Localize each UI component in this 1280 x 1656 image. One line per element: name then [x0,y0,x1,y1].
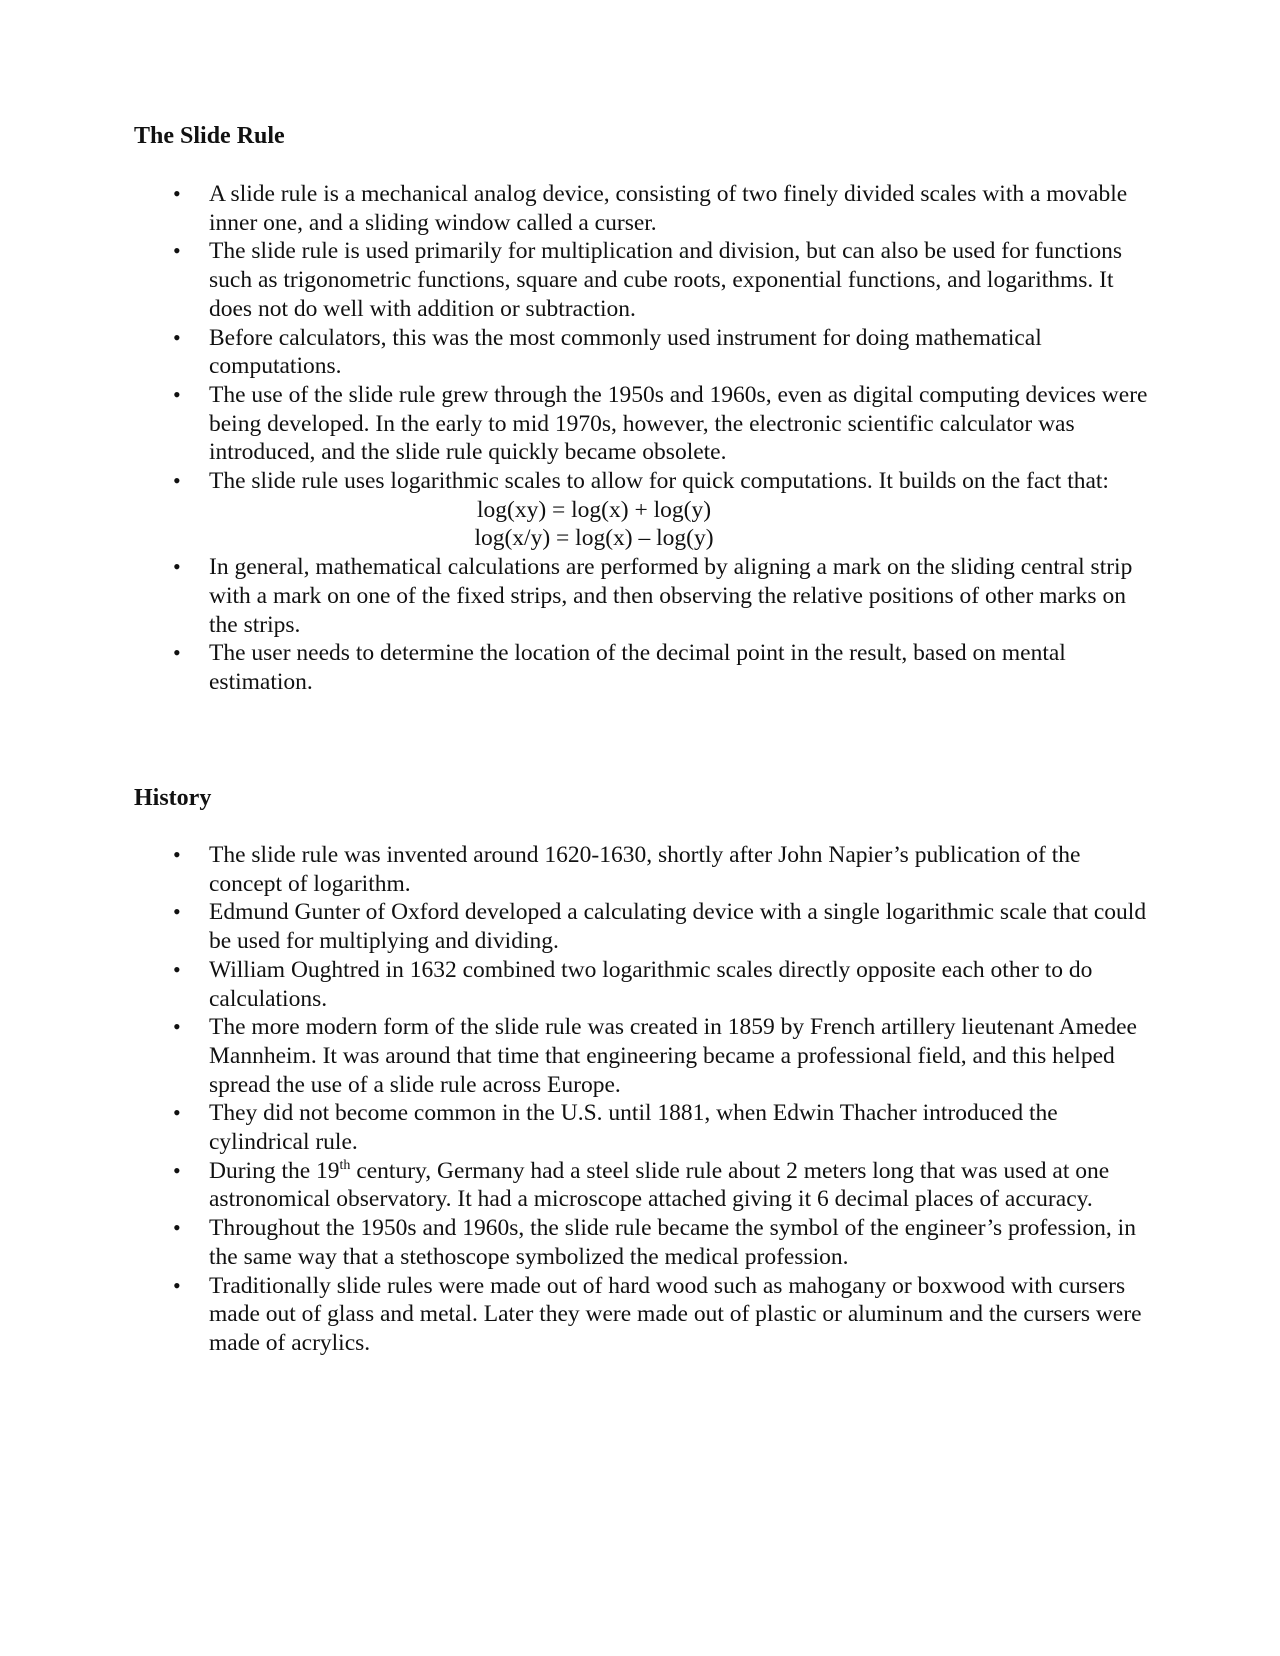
list-item [0,1272,1149,1358]
list-item-text: Before calculators, this was the most commonly used instrument for doing mathematical computations. [209,324,1042,380]
bullet-icon: • [173,899,181,925]
list-item-text: The user needs to determine the location of the decimal point in the result, based on mental estimation. [209,640,1066,695]
section-title-history: History [134,785,212,811]
list-item [0,324,1149,381]
history-bullet-list [0,841,1280,1358]
list-item [0,1099,1149,1156]
list-item [0,639,1149,696]
list-item [0,841,1149,898]
bullet-icon: • [173,238,181,264]
list-item [0,180,1149,237]
bullet-icon: • [173,381,181,407]
list-item [0,1214,1149,1271]
section-title-slide-rule: The Slide Rule [134,123,285,149]
superscript-th: th [339,1157,351,1173]
list-item-text: They did not become common in the U.S. until 1881, when Edwin Thacher introduced the cylindrical rule. [209,1100,1058,1156]
bullet-icon: • [173,1157,181,1183]
bullet-icon: • [173,1215,181,1241]
bullet-icon: • [173,468,181,494]
formula-quotient: log(x/y) = log(x) – log(y) [474,525,714,552]
list-item-text: The slide rule was invented around 1620-1630, shortly after John Napier’s publication of the concept of logarithm. [209,842,1081,897]
slide-rule-bullet-list [0,180,1280,697]
list-item-text: The more modern form of the slide rule was created in 1859 by French artillery lieutenant Amedee Mannheim. It was around that time that engineering became a professional field, and this helped spread the use of a slide rule across Europe. [209,1014,1137,1098]
bullet-icon: • [173,842,181,867]
list-item [0,898,1149,955]
list-item-text: Throughout the 1950s and 1960s, the slide rule became the symbol of the engineer’s profession, in the same way that a stethoscope symbolized the medical profession. [209,1215,1136,1270]
bullet-icon: • [173,181,181,206]
list-item-text-after: century, Germany had a steel slide rule about 2 meters long that was used at one astronomical observatory. It had a microscope attached giving it 6 decimal places of accuracy. [209,1157,1110,1213]
bullet-icon: • [173,1100,181,1126]
bullet-icon: • [173,554,181,580]
list-item-text: In general, mathematical calculations are performed by aligning a mark on the sliding central strip with a mark on one of the fixed strips, and then observing the relative positions of other marks on the strips. [209,554,1133,638]
list-item-text-before: During the 19 [209,1157,340,1184]
list-item [0,1013,1149,1099]
list-item-text: The slide rule uses logarithmic scales to allow for quick computations. It builds on the fact that: [209,468,1109,495]
bullet-icon: • [173,640,181,666]
list-item [0,237,1149,323]
list-item [0,1157,1149,1214]
list-item-text: The slide rule is used primarily for multiplication and division, but can also be used for functions such as trigonometric functions, square and cube roots, exponential functions, and logarithms. It does not do well with addition or subtraction. [209,238,1123,322]
bullet-icon: • [173,324,181,350]
list-item-text: The use of the slide rule grew through the 1950s and 1960s, even as digital computing devices were being developed. In the early to mid 1970s, however, the electronic scientific calculator was introduced, and the slide rule quickly became obsolete. [209,381,1148,466]
bullet-icon: • [173,1014,181,1040]
list-item-text: Edmund Gunter of Oxford developed a calculating device with a single logarithmic scale that could be used for multiplying and dividing. [209,899,1147,955]
list-item [0,381,1149,467]
list-item [0,956,1149,1013]
list-item-text: A slide rule is a mechanical analog device, consisting of two finely divided scales with a movable inner one, and a sliding window called a curser. [209,181,1128,236]
list-item-text: William Oughtred in 1632 combined two logarithmic scales directly opposite each other to do calculations. [209,956,1093,1012]
bullet-icon: • [173,956,181,982]
list-item-text: Traditionally slide rules were made out of hard wood such as mahogany or boxwood with cursers made out of glass and metal. Later they were made out of plastic or aluminum and the cursers were made of acrylics. [209,1272,1142,1356]
list-item [0,553,1149,639]
bullet-icon: • [173,1272,181,1298]
list-item [0,467,1149,553]
formula-product: log(xy) = log(x) + log(y) [476,496,712,523]
